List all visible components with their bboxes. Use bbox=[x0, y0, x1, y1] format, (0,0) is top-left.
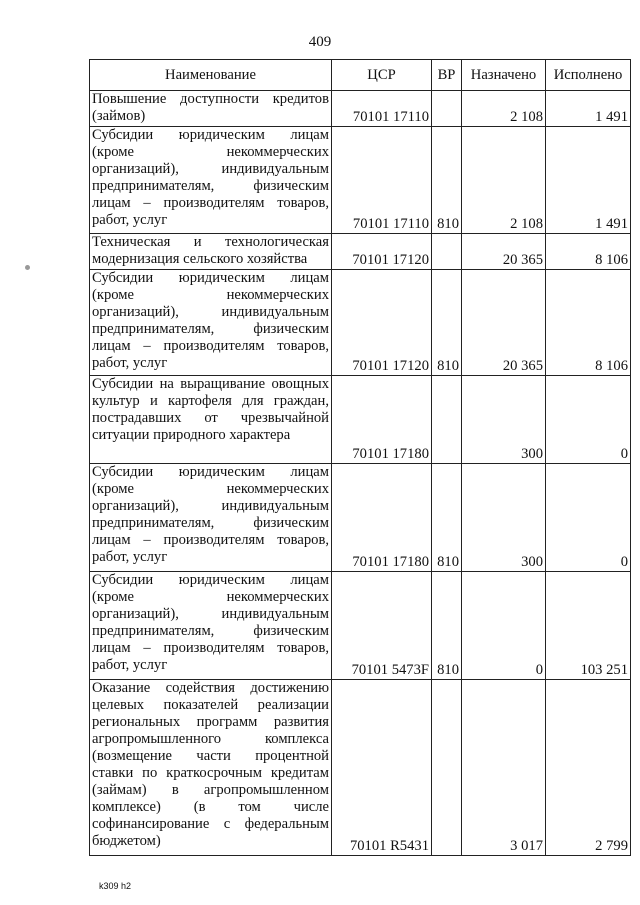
row-csr: 70101 17180 bbox=[332, 376, 432, 464]
row-assigned: 300 bbox=[462, 376, 546, 464]
row-vr bbox=[432, 234, 462, 270]
header-executed: Исполнено bbox=[546, 60, 631, 91]
row-name: Субсидии юридическим лицам (кроме некоммерческих организаций), индивидуальным предпринимателям, физическим лицам – производителям товаров, работ, услуг bbox=[90, 464, 332, 572]
table-row bbox=[90, 464, 631, 572]
row-vr bbox=[432, 91, 462, 127]
row-name: Субсидии юридическим лицам (кроме некоммерческих организаций), индивидуальным предпринимателям, физическим лицам – производителям товаров, работ, услуг bbox=[90, 572, 332, 680]
row-vr: 810 bbox=[432, 127, 462, 234]
row-vr: 810 bbox=[432, 464, 462, 572]
row-executed: 2 799 bbox=[546, 680, 631, 856]
row-csr: 70101 17120 bbox=[332, 270, 432, 376]
row-executed: 8 106 bbox=[546, 270, 631, 376]
row-executed: 103 251 bbox=[546, 572, 631, 680]
table-row bbox=[90, 91, 631, 127]
footer-code: k309 h2 bbox=[99, 881, 132, 891]
row-name: Повышение доступности кредитов (займов) bbox=[90, 91, 332, 127]
row-assigned: 2 108 bbox=[462, 127, 546, 234]
table-row bbox=[90, 270, 631, 376]
row-vr bbox=[432, 376, 462, 464]
row-executed: 8 106 bbox=[546, 234, 631, 270]
table-row bbox=[90, 234, 631, 270]
row-csr: 70101 17110 bbox=[332, 91, 432, 127]
row-name: Субсидии на выращивание овощных культур и картофеля для граждан, пострадавших от чрезвычайной ситуации природного характера bbox=[90, 376, 332, 464]
row-executed: 1 491 bbox=[546, 91, 631, 127]
header-assigned: Назначено bbox=[462, 60, 546, 91]
row-name: Оказание содействия достижению целевых показателей реализации региональных программ развития агропромышленного комплекса (возмещение части процентной ставки по краткосрочным кредитам (займам) в агропромышленном комплексе) (в том числе софинансирование с федеральным бюджетом) bbox=[90, 680, 332, 856]
row-csr: 70101 R5431 bbox=[332, 680, 432, 856]
row-assigned: 20 365 bbox=[462, 234, 546, 270]
header-name: Наименование bbox=[90, 60, 332, 91]
row-executed: 0 bbox=[546, 376, 631, 464]
page-number: 409 bbox=[308, 34, 332, 50]
row-name: Субсидии юридическим лицам (кроме некоммерческих организаций), индивидуальным предпринимателям, физическим лицам – производителям товаров, работ, услуг bbox=[90, 270, 332, 376]
row-csr: 70101 17180 bbox=[332, 464, 432, 572]
table-row bbox=[90, 376, 631, 464]
table-row bbox=[90, 680, 631, 856]
scan-dot bbox=[25, 265, 30, 270]
row-vr: 810 bbox=[432, 270, 462, 376]
row-assigned: 0 bbox=[462, 572, 546, 680]
row-csr: 70101 17120 bbox=[332, 234, 432, 270]
row-assigned: 300 bbox=[462, 464, 546, 572]
table-row bbox=[90, 127, 631, 234]
row-vr: 810 bbox=[432, 572, 462, 680]
row-assigned: 3 017 bbox=[462, 680, 546, 856]
budget-table bbox=[89, 59, 631, 856]
header-csr: ЦСР bbox=[332, 60, 432, 91]
row-executed: 0 bbox=[546, 464, 631, 572]
row-executed: 1 491 bbox=[546, 127, 631, 234]
row-vr bbox=[432, 680, 462, 856]
header-vr: ВР bbox=[432, 60, 462, 91]
table-header-row bbox=[90, 60, 631, 91]
row-name: Субсидии юридическим лицам (кроме некоммерческих организаций), индивидуальным предпринимателям, физическим лицам – производителям товаров, работ, услуг bbox=[90, 127, 332, 234]
row-name: Техническая и технологическая модернизация сельского хозяйства bbox=[90, 234, 332, 270]
row-csr: 70101 17110 bbox=[332, 127, 432, 234]
row-csr: 70101 5473F bbox=[332, 572, 432, 680]
table-row bbox=[90, 572, 631, 680]
row-assigned: 2 108 bbox=[462, 91, 546, 127]
row-assigned: 20 365 bbox=[462, 270, 546, 376]
